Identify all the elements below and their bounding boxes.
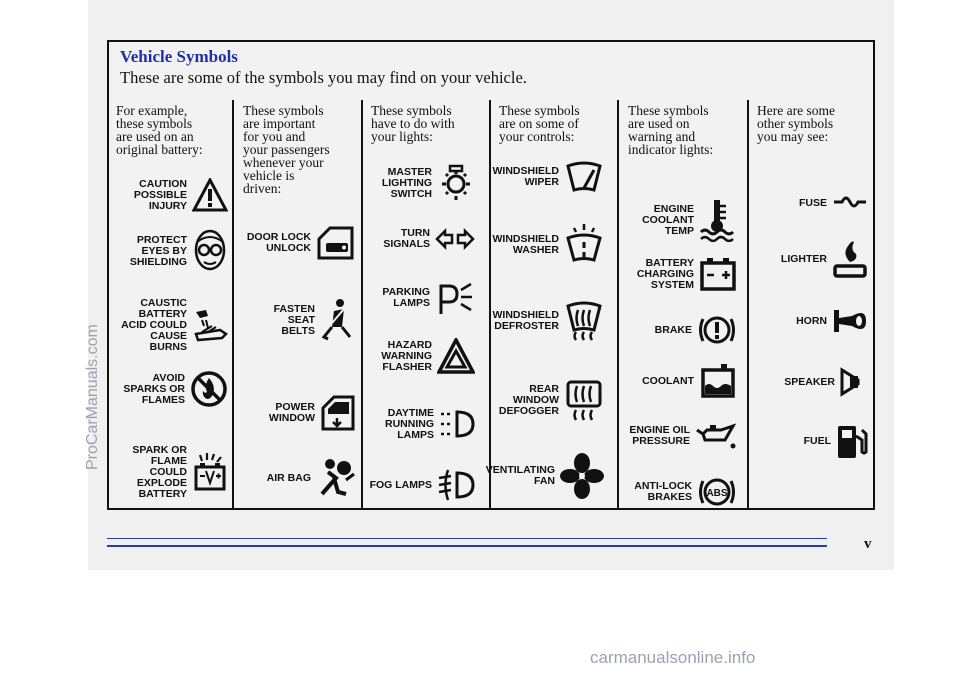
symbol-parking-lamps [382,280,475,316]
coolant-icon [699,362,737,400]
symbol-label: DAYTIME RUNNING LAMPS [385,406,434,441]
battery-icon [699,256,737,292]
symbol-label: MASTER LIGHTING SWITCH [381,165,432,200]
fuse-icon [832,192,868,214]
washer-icon [564,222,604,268]
horn-icon [832,306,868,336]
symbol-spark-explode [132,445,228,500]
symbol-label: AVOID SPARKS OR FLAMES [123,371,185,406]
svg-text:ABS: ABS [706,488,728,499]
symbol-label: FUEL [803,434,831,447]
symbol-engine-coolant-temp [642,198,737,242]
symbol-washer [493,222,605,268]
symbol-rear-defogger [499,378,604,422]
symbol-label: FUSE [798,196,827,209]
symbol-label: COOLANT [642,374,694,387]
door-lock-icon [316,225,356,261]
column-divider [747,100,749,510]
symbol-label: TURN SIGNALS [383,227,430,250]
symbol-label: ENGINE OIL PRESSURE [629,424,690,447]
daytime-lamp-icon [439,406,475,442]
page-number: v [864,536,872,552]
symbol-label: ANTI-LOCK BRAKES [634,480,692,503]
symbol-label: HORN [796,314,827,327]
air-bag-icon [316,456,356,500]
column-1-intro: For example, these symbols are used on an original battery: [116,103,203,157]
parking-lamp-icon [435,280,475,316]
column-divider [232,100,234,510]
symbol-brake [655,312,737,348]
symbol-seat-belt [274,297,356,343]
symbol-label: REAR WINDOW DEFOGGER [498,382,559,417]
symbol-battery-charging [637,256,737,292]
symbol-oil-pressure [629,422,737,450]
seat-belt-icon [320,297,356,343]
symbol-anti-lock-brakes [634,474,737,510]
column-3-intro: These symbols have to do with your lights: [371,103,455,144]
column-divider [361,100,363,510]
symbol-turn-signals [383,228,475,250]
turn-signal-icon [435,228,475,250]
master-light-icon [437,163,475,203]
wiper-icon [564,160,604,194]
symbol-label: BRAKE [654,323,692,336]
symbol-label: SPARK OR FLAME COULD EXPLODE BATTERY [132,444,187,500]
symbol-label: POWER WINDOW [268,401,315,424]
symbol-protect-eyes [130,228,228,274]
symbol-label: WINDSHIELD WASHER [492,233,559,256]
no-flame-icon [190,370,228,408]
symbol-label: PARKING LAMPS [382,286,430,309]
fuel-pump-icon [836,422,868,460]
symbol-fuel [804,422,868,460]
symbol-hazard [381,338,475,374]
goggles-face-icon [192,228,228,274]
symbol-label: AIR BAG [266,471,311,484]
defroster-icon [564,300,604,342]
column-4-intro: These symbols are on some of your controls: [499,103,580,144]
power-window-icon [320,394,356,432]
symbol-label: LIGHTER [780,252,827,265]
symbol-label: FASTEN SEAT BELTS [273,302,315,337]
symbol-fuse [799,192,868,214]
symbol-horn [796,306,868,336]
symbol-wiper [493,160,605,194]
symbol-label: VENTILATING FAN [485,464,555,487]
acid-hand-icon [192,306,228,346]
symbol-label: ENGINE COOLANT TEMP [642,202,694,237]
symbol-speaker [784,366,868,398]
page-title: Vehicle Symbols [120,47,238,66]
symbol-label: FOG LAMPS [369,478,432,491]
symbol-power-window [269,394,356,432]
abs-icon [697,474,737,510]
footer-rule [107,545,827,547]
symbol-defroster [493,300,605,342]
symbol-label: DOOR LOCK UNLOCK [246,231,311,254]
symbol-label: WINDSHIELD DEFROSTER [492,309,559,332]
symbol-label: CAUSTIC BATTERY ACID COULD CAUSE BURNS [121,297,187,353]
symbol-air-bag [267,456,356,500]
rear-defogger-icon [564,378,604,422]
column-divider [489,100,491,510]
symbol-daytime-lamps [385,406,475,442]
footer-rule [107,538,827,539]
symbol-avoid-sparks [123,370,228,408]
symbol-label: PROTECT EYES BY SHIELDING [129,233,187,268]
page-subtitle: These are some of the symbols you may find on your vehicle. [120,68,527,87]
symbol-caution [134,178,228,212]
fan-icon [560,452,604,500]
battery-explode-icon [192,451,228,495]
symbol-label: SPEAKER [784,375,835,388]
symbol-lighter [781,238,868,280]
symbol-door-lock [247,225,356,261]
symbol-fan [486,452,604,500]
symbol-label: HAZARD WARNING FLASHER [381,338,432,373]
lighter-icon [832,238,868,280]
column-divider [617,100,619,510]
symbol-label: BATTERY CHARGING SYSTEM [636,256,694,291]
symbol-caustic-acid [121,298,228,353]
symbol-fog-lamps [370,468,475,502]
speaker-icon [840,366,868,398]
watermark-left: ProCarManuals.com [84,324,101,470]
brake-icon [697,312,737,348]
symbol-label: CAUTION POSSIBLE INJURY [133,177,187,212]
watermark-bottom: carmanualsonline.info [590,648,756,667]
coolant-temp-icon [699,198,737,242]
symbol-master-lighting [382,163,475,203]
fog-lamp-icon [437,468,475,502]
column-6-intro: Here are some other symbols you may see: [757,103,835,144]
column-5-intro: These symbols are used on warning and indicator lights: [628,103,714,157]
hazard-triangle-icon [437,338,475,374]
column-2-intro: These symbols are important for you and your passengers whenever your vehicle is driven: [243,103,330,196]
symbol-label: WINDSHIELD WIPER [492,165,559,188]
warning-triangle-icon [192,178,228,212]
oil-can-icon [695,422,737,450]
symbol-coolant [642,362,737,400]
